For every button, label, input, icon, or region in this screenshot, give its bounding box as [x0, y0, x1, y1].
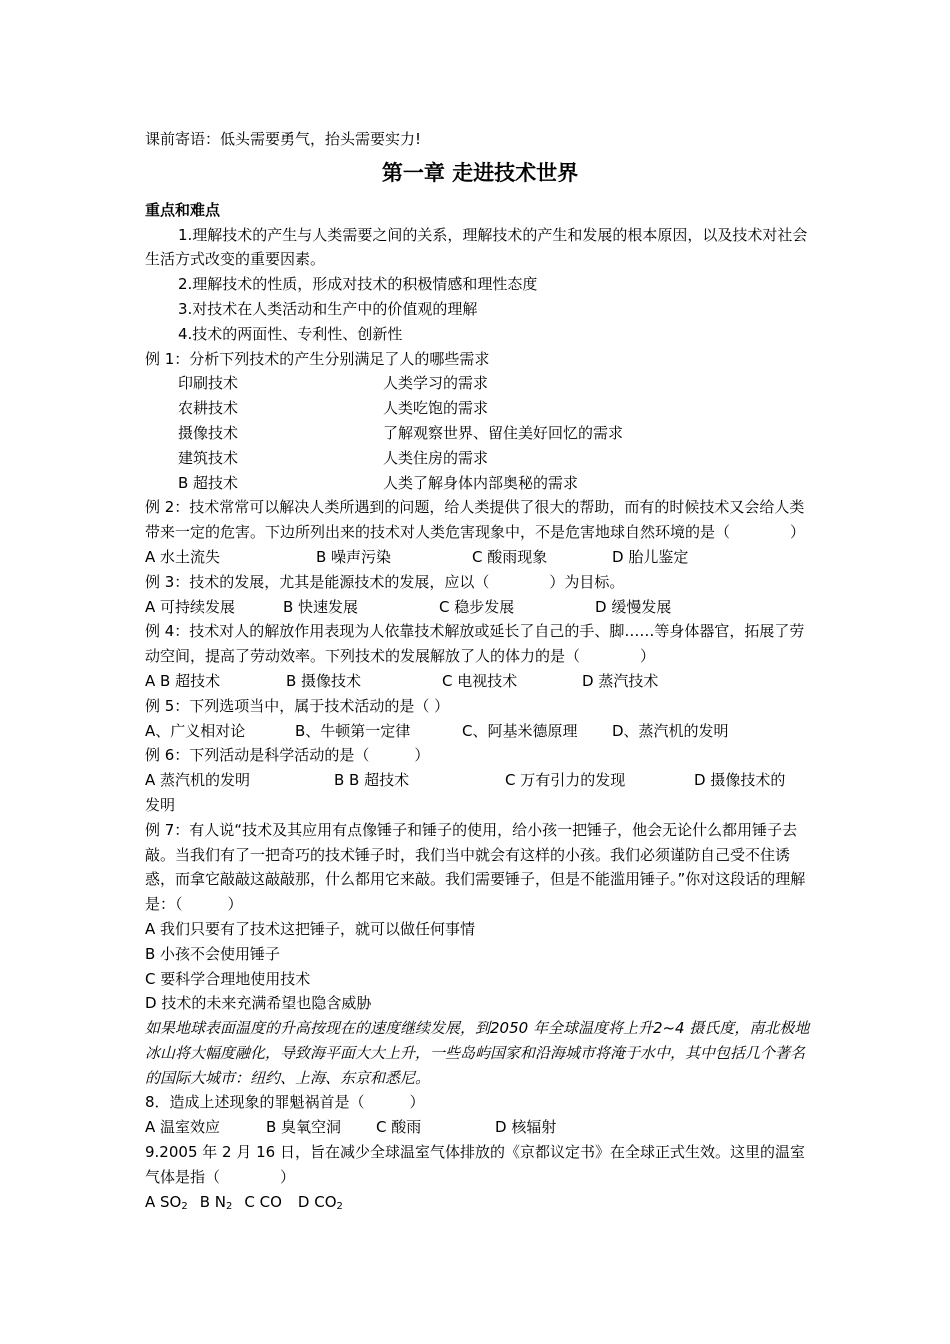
option-d: D 摄像技术的: [694, 771, 786, 790]
option-c: C 稳步发展: [439, 597, 515, 616]
option-c: C 酸雨: [376, 1118, 422, 1137]
ex1-tech: B 超技术: [178, 473, 239, 492]
key-point-3: 3.对技术在人类活动和生产中的价值观的理解: [178, 299, 478, 318]
option-a: A B 超技术: [145, 671, 221, 690]
document-page: [145, 127, 815, 1219]
option-d: [298, 1190, 343, 1220]
option-d-subscript: 2: [336, 1200, 343, 1212]
option-d: D 缓慢发展: [595, 597, 672, 616]
option-d: D、蒸汽机的发明: [612, 721, 729, 740]
q9-options: [145, 1190, 815, 1220]
option-d: D 蒸汽技术: [582, 671, 659, 690]
option-a-subscript: 2: [181, 1200, 188, 1212]
ex1-tech: 建筑技术: [178, 448, 239, 467]
ex1-need: 了解观察世界、留住美好回忆的需求: [383, 423, 624, 442]
ex4-options: [145, 669, 815, 694]
reading-passage: 如果地球表面温度的升高按现在的速度继续发展，到2050 年全球温度将上升2~4 摄氏度，南北极地冰山将大幅度融化，导致海平面大大上升，一些岛屿国家和沿海城市将淹于水中，其中包括几个著名的国际大城市：纽约、上海、东京和悉尼。: [145, 1019, 810, 1087]
option-d: D 胎儿鉴定: [612, 547, 689, 566]
ex1-need: 人类吃饱的需求: [383, 399, 489, 418]
ex1-pair: [145, 471, 815, 496]
key-point-1: 1.理解技术的产生与人类需要之间的关系，理解技术的产生和发展的根本原因，以及技术对社会生活方式改变的重要因素。: [145, 225, 808, 269]
ex2-options: [145, 545, 815, 570]
ex1-need: 人类住房的需求: [383, 448, 489, 467]
ex1-tech: 印刷技术: [178, 374, 239, 393]
ex1-need: 人类学习的需求: [383, 374, 489, 393]
option-b: B、牛顿第一定律: [295, 721, 411, 740]
ex6-stem: 例 6：下列活动是科学活动的是（ ）: [145, 746, 430, 765]
option-a: A 蒸汽机的发明: [145, 771, 251, 790]
ex1-tech: 农耕技术: [178, 399, 239, 418]
option-b-text: B N: [199, 1192, 227, 1211]
section-heading: 重点和难点: [145, 200, 221, 219]
q8-stem: 8．造成上述现象的罪魁祸首是（ ）: [145, 1093, 425, 1112]
option-c: C 要科学合理地使用技术: [145, 969, 311, 988]
ex3-stem: 例 3：技术的发展，尤其是能源技术的发展，应以（ ）为目标。: [145, 572, 625, 591]
key-point-4: 4.技术的两面性、专利性、创新性: [178, 324, 403, 343]
option-b: B 噪声污染: [316, 547, 392, 566]
ex6-option-tail: 发明: [145, 795, 176, 814]
q8-options: [145, 1115, 815, 1140]
ex6-options: [145, 768, 815, 793]
option-b: B 小孩不会使用锤子: [145, 944, 281, 963]
option-b: B 摄像技术: [286, 671, 362, 690]
option-a: A、广义相对论: [145, 721, 246, 740]
option-a: A 我们只要有了技术这把锤子，就可以做任何事情: [145, 919, 476, 938]
option-a: A 温室效应: [145, 1118, 221, 1137]
ex5-options: [145, 719, 815, 744]
option-b: B 快速发展: [283, 597, 359, 616]
option-c: C 电视技术: [442, 671, 518, 690]
option-d: D 技术的未来充满希望也隐含威胁: [145, 994, 372, 1013]
ex1-pair: [145, 421, 815, 446]
ex1-pair: [145, 396, 815, 421]
ex3-options: [145, 595, 815, 620]
ex1-need: 人类了解身体内部奥秘的需求: [383, 473, 579, 492]
option-b: [200, 1190, 233, 1220]
option-a-text: A SO: [145, 1192, 182, 1211]
chapter-title: 第一章 走进技术世界: [381, 160, 579, 185]
key-point-2: 2.理解技术的性质，形成对技术的积极情感和理性态度: [178, 275, 538, 294]
ex2-stem: 例 2：技术常常可以解决人类所遇到的问题，给人类提供了很大的帮助，而有的时候技术又会给人类带来一定的危害。下边所列出来的技术对人类危害现象中，不是危害地球自然环境的是（ ）: [145, 498, 806, 542]
option-c: C CO: [244, 1192, 282, 1211]
option-c: C 万有引力的发现: [505, 771, 626, 790]
ex1-pair: [145, 371, 815, 396]
option-a: A 可持续发展: [145, 597, 236, 616]
ex5-stem: 例 5：下列选项当中，属于技术活动的是（ ）: [145, 696, 450, 715]
option-c: C、阿基米德原理: [462, 721, 578, 740]
ex1-stem: 例 1：分析下列技术的产生分别满足了人的哪些需求: [145, 349, 490, 368]
option-c: C 酸雨现象: [472, 547, 548, 566]
option-a: A 水土流失: [145, 547, 221, 566]
option-b: B 臭氧空洞: [266, 1118, 342, 1137]
option-b-subscript: 2: [226, 1200, 233, 1212]
option-a: [145, 1190, 188, 1220]
ex1-pair: [145, 446, 815, 471]
ex1-tech: 摄像技术: [178, 423, 239, 442]
option-b: B B 超技术: [334, 771, 410, 790]
q9-stem: 9.2005 年 2 月 16 日，旨在减少全球温室气体排放的《京都议定书》在全球正式生效。这里的温室气体是指（ ）: [145, 1143, 805, 1186]
ex7-stem: 例 7：有人说“技术及其应用有点像锤子和锤子的使用，给小孩一把锤子，他会无论什么都用锤子去敲。当我们有了一把奇巧的技术锤子时，我们当中就会有这样的小孩。我们必须谨防自己受不住诱惑，而拿它敲敲这敲敲那，什么都用它来敲。我们需要锤子，但是不能滥用锤子。”你对这段话的理解是：（ ）: [145, 820, 806, 914]
option-d-text: D CO: [297, 1192, 337, 1211]
ex4-stem: 例 4：技术对人的解放作用表现为人依靠技术解放或延长了自己的手、脚……等身体器官，拓展了劳动空间，提高了劳动效率。下列技术的发展解放了人的体力的是（ ）: [145, 622, 805, 666]
motto: 课前寄语：低头需要勇气，抬头需要实力!: [145, 130, 422, 148]
option-d: D 核辐射: [495, 1118, 557, 1137]
